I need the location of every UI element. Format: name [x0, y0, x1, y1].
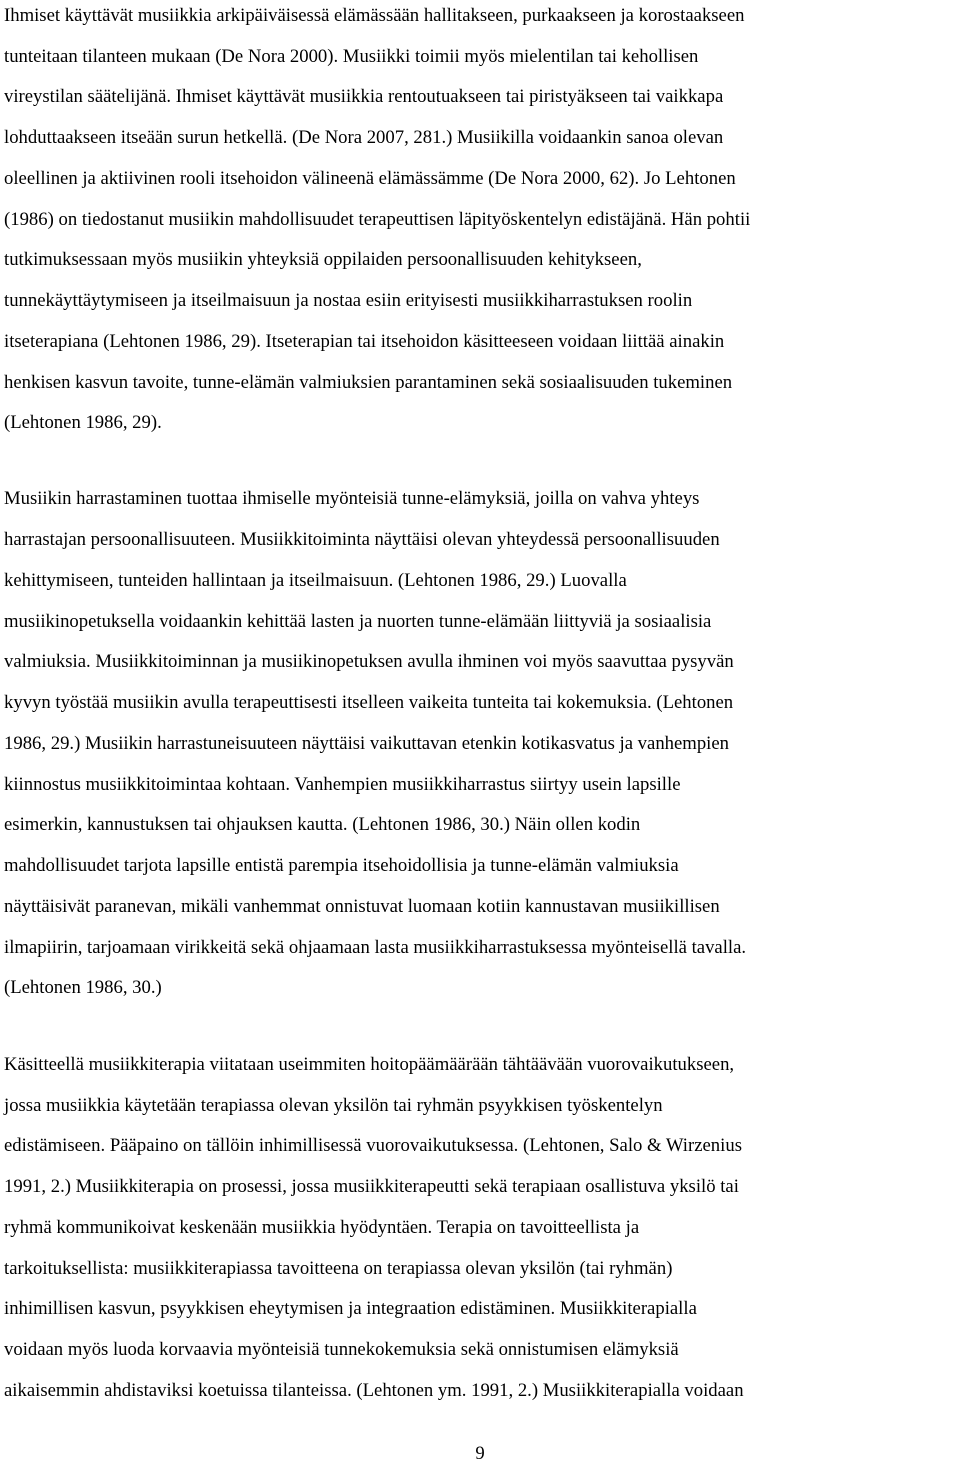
text-line: Ihmiset käyttävät musiikkia arkipäiväisessä elämässään hallitakseen, purkaakseen ja korostaakseen: [4, 5, 745, 26]
text-line: voidaan myös luoda korvaavia myönteisiä tunnekokemuksia sekä onnistumisen elämyksiä: [4, 1339, 679, 1360]
text-line: musiikinopetuksella voidaankin kehittää lasten ja nuorten tunne-elämään liittyviä ja sosiaalisia: [4, 611, 712, 632]
page-number: 9: [475, 1443, 485, 1464]
text-line: ryhmä kommunikoivat keskenään musiikkia hyödyntäen. Terapia on tavoitteellista ja: [4, 1217, 640, 1238]
text-line: ilmapiirin, tarjoamaan virikkeitä sekä ohjaamaan lasta musiikkiharrastuksessa myönteisellä tavalla.: [4, 937, 747, 958]
text-line: edistämiseen. Pääpaino on tällöin inhimillisessä vuorovaikutuksessa. (Lehtonen, Salo & Wirzenius: [4, 1135, 742, 1156]
text-line: lohduttaakseen itseään surun hetkellä. (De Nora 2007, 281.) Musiikilla voidaankin sanoa olevan: [4, 127, 724, 148]
text-line: 1986, 29.) Musiikin harrastuneisuuteen näyttäisi vaikuttavan etenkin kotikasvatus ja vanhempien: [4, 733, 730, 754]
text-line: vireystilan säätelijänä. Ihmiset käyttävät musiikkia rentoutuakseen tai piristyäkseen tai vaikkapa: [4, 86, 724, 107]
text-line: itseterapiana (Lehtonen 1986, 29). Itseterapian tai itsehoidon käsitteeseen voidaan liittää ainakin: [4, 331, 725, 352]
text-line: (Lehtonen 1986, 30.): [4, 977, 162, 998]
text-line: tarkoituksellista: musiikkiterapiassa tavoitteena on terapiassa olevan yksilön (tai ryhmän): [4, 1258, 673, 1279]
text-line: 1991, 2.) Musiikkiterapia on prosessi, jossa musiikkiterapeutti sekä terapiaan osallistuva yksilö tai: [4, 1176, 739, 1197]
text-line: Käsitteellä musiikkiterapia viitataan useimmiten hoitopäämäärään tähtäävään vuorovaikutukseen,: [4, 1054, 735, 1075]
text-line: inhimillisen kasvun, psyykkisen eheytymisen ja integraation edistäminen. Musiikkiterapialla: [4, 1298, 697, 1319]
text-line: tunnekäyttäytymiseen ja itseilmaisuun ja nostaa esiin erityisesti musiikkiharrastuksen roolin: [4, 290, 693, 311]
text-line: Musiikin harrastaminen tuottaa ihmiselle myönteisiä tunne-elämyksiä, joilla on vahva yhteys: [4, 488, 700, 509]
text-line: kehittymiseen, tunteiden hallintaan ja itseilmaisuun. (Lehtonen 1986, 29.) Luovalla: [4, 570, 627, 591]
text-line: jossa musiikkia käytetään terapiassa olevan yksilön tai ryhmän psyykkisen työskentelyn: [4, 1095, 663, 1116]
text-line: (1986) on tiedostanut musiikin mahdollisuudet terapeuttisen läpityöskentelyn edistäjänä. Hän pohtii: [4, 209, 751, 230]
text-line: mahdollisuudet tarjota lapsille entistä parempia itsehoidollisia ja tunne-elämän valmiuksia: [4, 855, 679, 876]
text-line: harrastajan persoonallisuuteen. Musiikkitoiminta näyttäisi olevan yhteydessä persoonallisuuden: [4, 529, 720, 550]
text-line: aikaisemmin ahdistaviksi koetuissa tilanteissa. (Lehtonen ym. 1991, 2.) Musiikkiterapialla voidaan: [4, 1380, 744, 1401]
text-line: kiinnostus musiikkitoimintaa kohtaan. Vanhempien musiikkiharrastus siirtyy usein lapsille: [4, 774, 681, 795]
text-line: (Lehtonen 1986, 29).: [4, 412, 162, 433]
text-line: esimerkin, kannustuksen tai ohjauksen kautta. (Lehtonen 1986, 30.) Näin ollen kodin: [4, 814, 641, 835]
text-line: henkisen kasvun tavoite, tunne-elämän valmiuksien parantaminen sekä sosiaalisuuden tukeminen: [4, 372, 733, 393]
text-line: valmiuksia. Musiikkitoiminnan ja musiikinopetuksen avulla ihminen voi myös saavuttaa pysyvän: [4, 651, 734, 672]
text-line: tunteitaan tilanteen mukaan (De Nora 2000). Musiikki toimii myös mielentilan tai kehollisen: [4, 46, 699, 67]
text-line: tutkimuksessaan myös musiikin yhteyksiä oppilaiden persoonallisuuden kehitykseen,: [4, 249, 642, 270]
text-line: oleellinen ja aktiivinen rooli itsehoidon välineenä elämässämme (De Nora 2000, 62). Jo Lehtonen: [4, 168, 736, 189]
text-line: näyttäisivät paranevan, mikäli vanhemmat onnistuvat luomaan kotiin kannustavan musiikillisen: [4, 896, 720, 917]
text-line: kyvyn työstää musiikin avulla terapeuttisesti itselleen vaikeita tunteita tai kokemuksia. (Lehtonen: [4, 692, 734, 713]
